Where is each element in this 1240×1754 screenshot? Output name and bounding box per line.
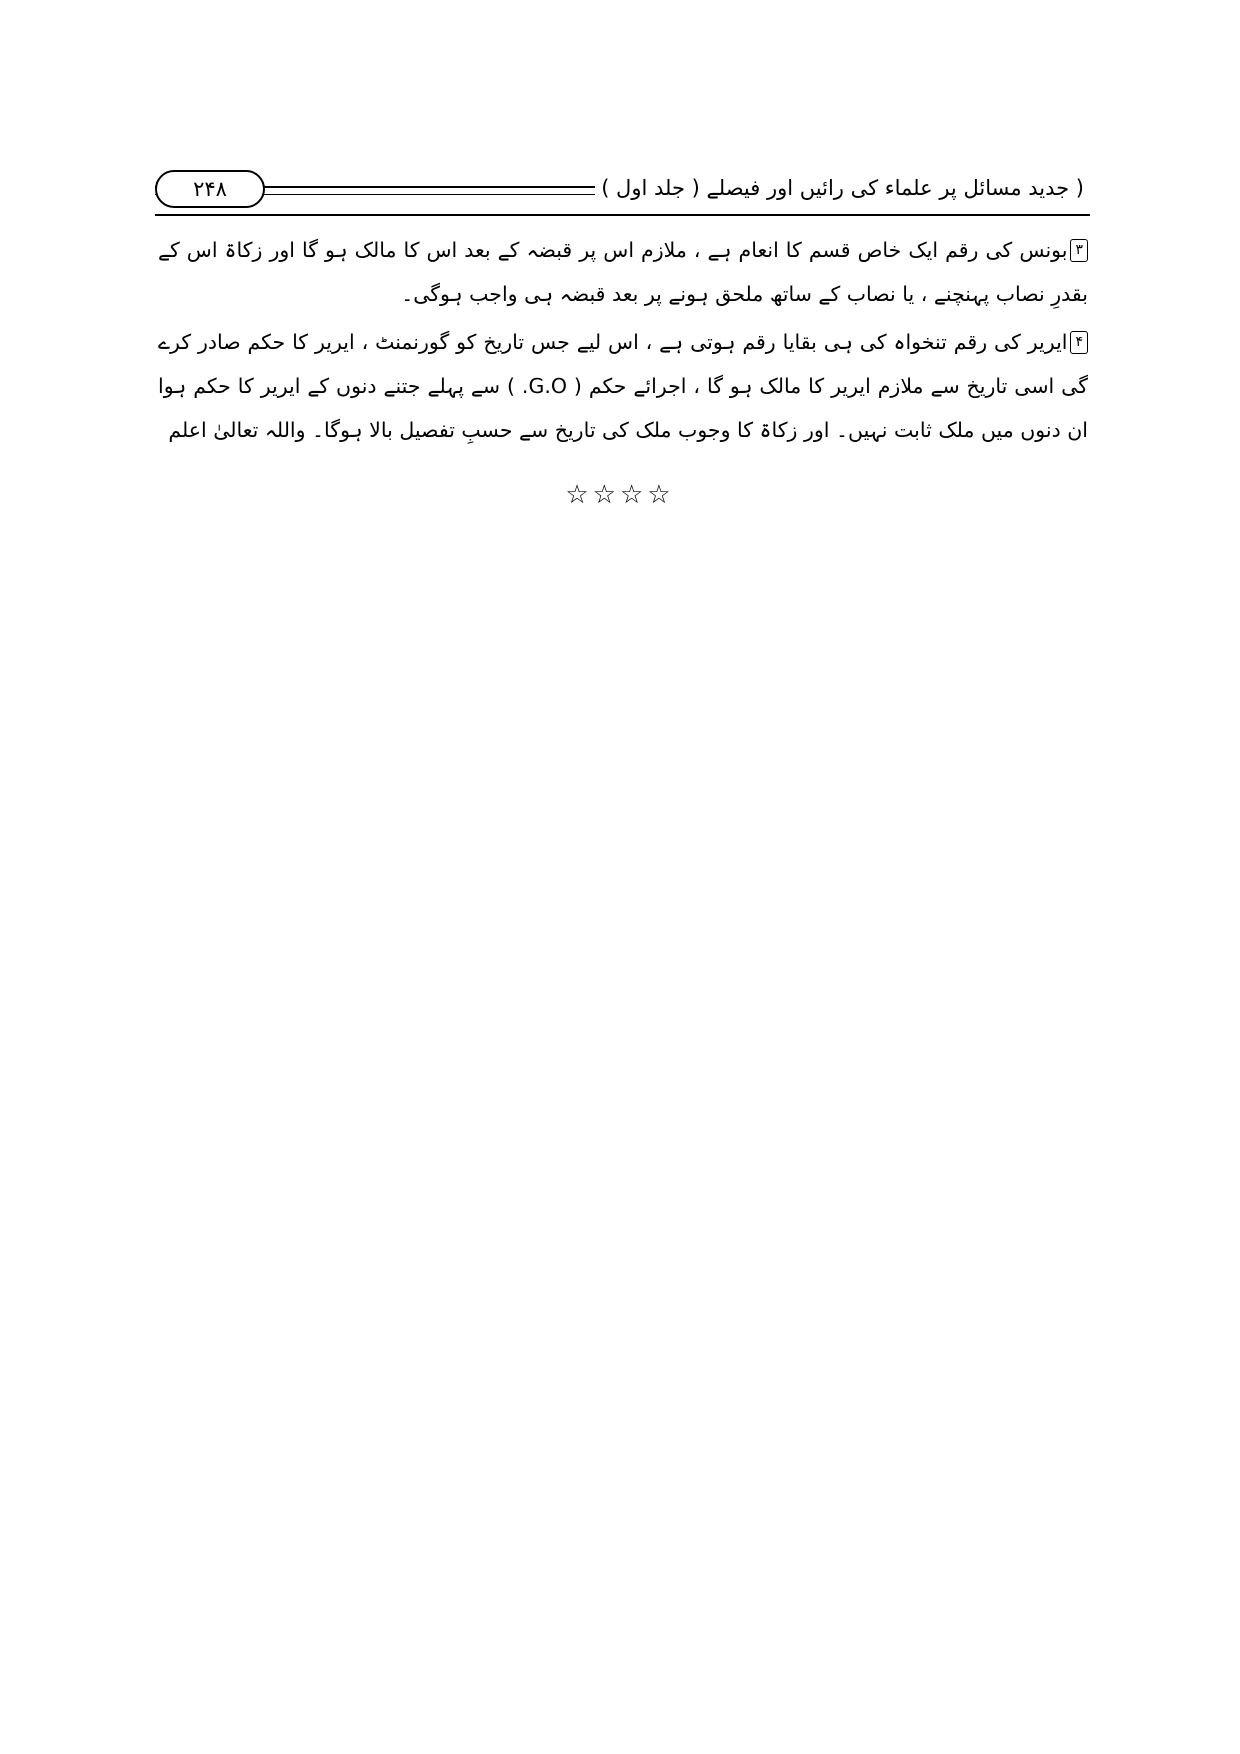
list-marker: ۳	[1070, 239, 1088, 262]
list-marker: ۴	[1070, 331, 1088, 354]
header-title-container	[595, 168, 1090, 210]
page-number: ۲۴۸	[193, 177, 227, 201]
paragraph-text: ایریر کی رقم تنخواہ کی ہی بقایا رقم ہوتی ہے ، اس لیے جس تاریخ کو گورنمنٹ ، ایریر کا حکم صادر کرے گی اسی تاریخ سے ملازم ایریر کا مالک ہو گا ، اجرائے حکم ( G.O. ) سے پہلے جتنے دنوں کے ایریر کا حکم ہوا ان دنوں میں ملک ثابت نہیں۔ اور زکاۃ کا وجوب ملک کی تاریخ سے حسبِ تفصیل بالا ہوگا۔ واللہ تعالیٰ اعلم	[158, 330, 1089, 443]
header-rule-bottom	[155, 214, 1090, 216]
paragraph-item	[158, 228, 1088, 316]
paragraph-text: بونس کی رقم ایک خاص قسم کا انعام ہے ، ملازم اس پر قبضہ کے بعد اس کا مالک ہو گا اور زکاۃ اس کے بقدرِ نصاب پہنچنے ، یا نصاب کے ساتھ ملحق ہونے پر بعد قبضہ ہی واجب ہوگی۔	[158, 238, 1088, 307]
section-ornament: ☆☆☆☆	[565, 480, 675, 510]
page-title: ( جدید مسائل پر علماء کی رائیں اور فیصلے ( جلد اول )	[601, 176, 1084, 201]
page-number-badge	[155, 170, 265, 208]
page-body	[158, 228, 1088, 456]
paragraph-item	[158, 320, 1088, 452]
page-header	[155, 170, 1090, 210]
